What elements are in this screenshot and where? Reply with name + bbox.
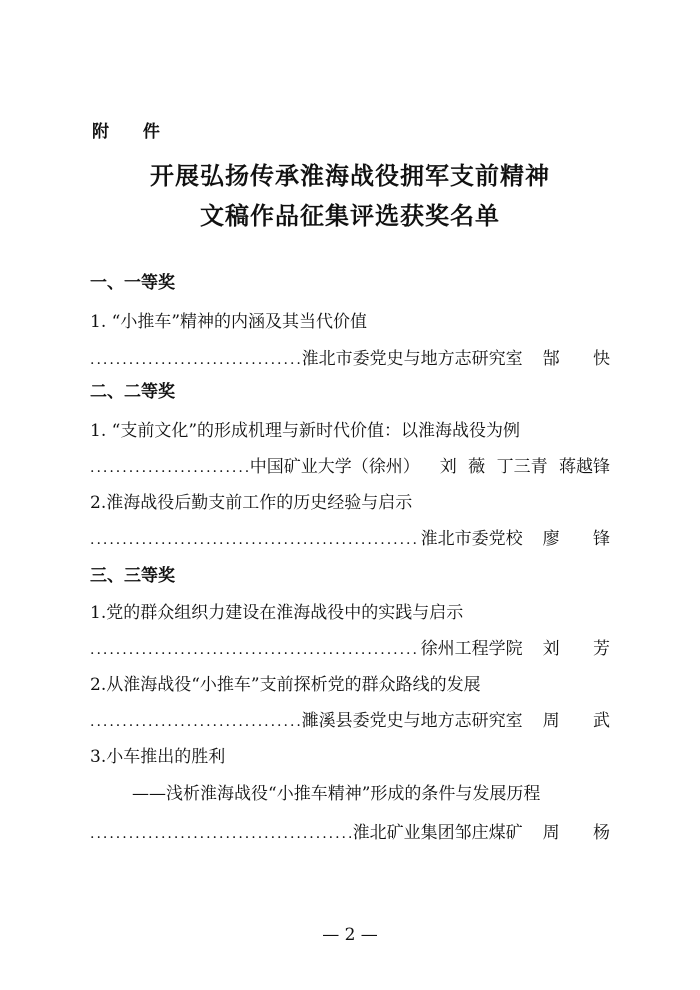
document-title-line-1: 开展弘扬传承淮海战役拥军支前精神: [150, 162, 550, 190]
entry-title: 3.小车推出的胜利: [90, 747, 226, 767]
entry-authors: 刘 薇 丁三青 蒋越锋: [439, 457, 610, 477]
entry-authors: 郜 快: [542, 349, 624, 369]
dot-leader: [90, 826, 351, 842]
entry-title: 1.党的群众组织力建设在淮海战役中的实践与启示: [90, 603, 464, 623]
entry-organization: 淮北市委党史与地方志研究室: [301, 349, 523, 369]
entry-author-line: [90, 706, 624, 731]
section-heading-third-prize: 三、三等奖: [90, 566, 175, 586]
entry-author-line: [90, 634, 624, 659]
entry-subtitle: ——浅析淮海战役“小推车精神”形成的条件与发展历程: [132, 784, 541, 804]
attachment-label: 附 件: [92, 122, 174, 142]
document-title-line-2: 文稿作品征集评选获奖名单: [200, 202, 500, 230]
entry-author-line: [90, 452, 610, 477]
entry-author-line: [90, 524, 624, 549]
entry-title: 1. “小推车”精神的内涵及其当代价值: [90, 312, 368, 332]
dot-leader: [90, 460, 248, 476]
dot-leader: [90, 352, 300, 368]
entry-title: 1. “支前文化”的形成机理与新时代价值：以淮海战役为例: [90, 421, 521, 441]
entry-organization: 淮北矿业集团邹庄煤矿: [352, 823, 523, 843]
entry-organization: 徐州工程学院: [420, 639, 523, 659]
entry-title: 2.淮海战役后勤支前工作的历史经验与启示: [90, 493, 413, 513]
entry-author-line: [90, 344, 624, 369]
dot-leader: [90, 532, 419, 548]
dot-leader: [90, 642, 419, 658]
dot-leader: [90, 714, 300, 730]
entry-authors: 刘 芳: [542, 639, 624, 659]
page-number: — 2 —: [322, 925, 378, 945]
entry-authors: 周 杨: [542, 823, 624, 843]
entry-authors: 周 武: [542, 711, 624, 731]
section-heading-first-prize: 一、一等奖: [90, 273, 175, 293]
entry-authors: 廖 锋: [542, 529, 624, 549]
entry-title: 2.从淮海战役“小推车”支前探析党的群众路线的发展: [90, 675, 481, 695]
entry-organization: 中国矿业大学（徐州）: [249, 457, 420, 477]
entry-organization: 淮北市委党校: [420, 529, 523, 549]
entry-author-line: [90, 818, 624, 843]
entry-organization: 濉溪县委党史与地方志研究室: [301, 711, 523, 731]
section-heading-second-prize: 二、二等奖: [90, 382, 175, 402]
